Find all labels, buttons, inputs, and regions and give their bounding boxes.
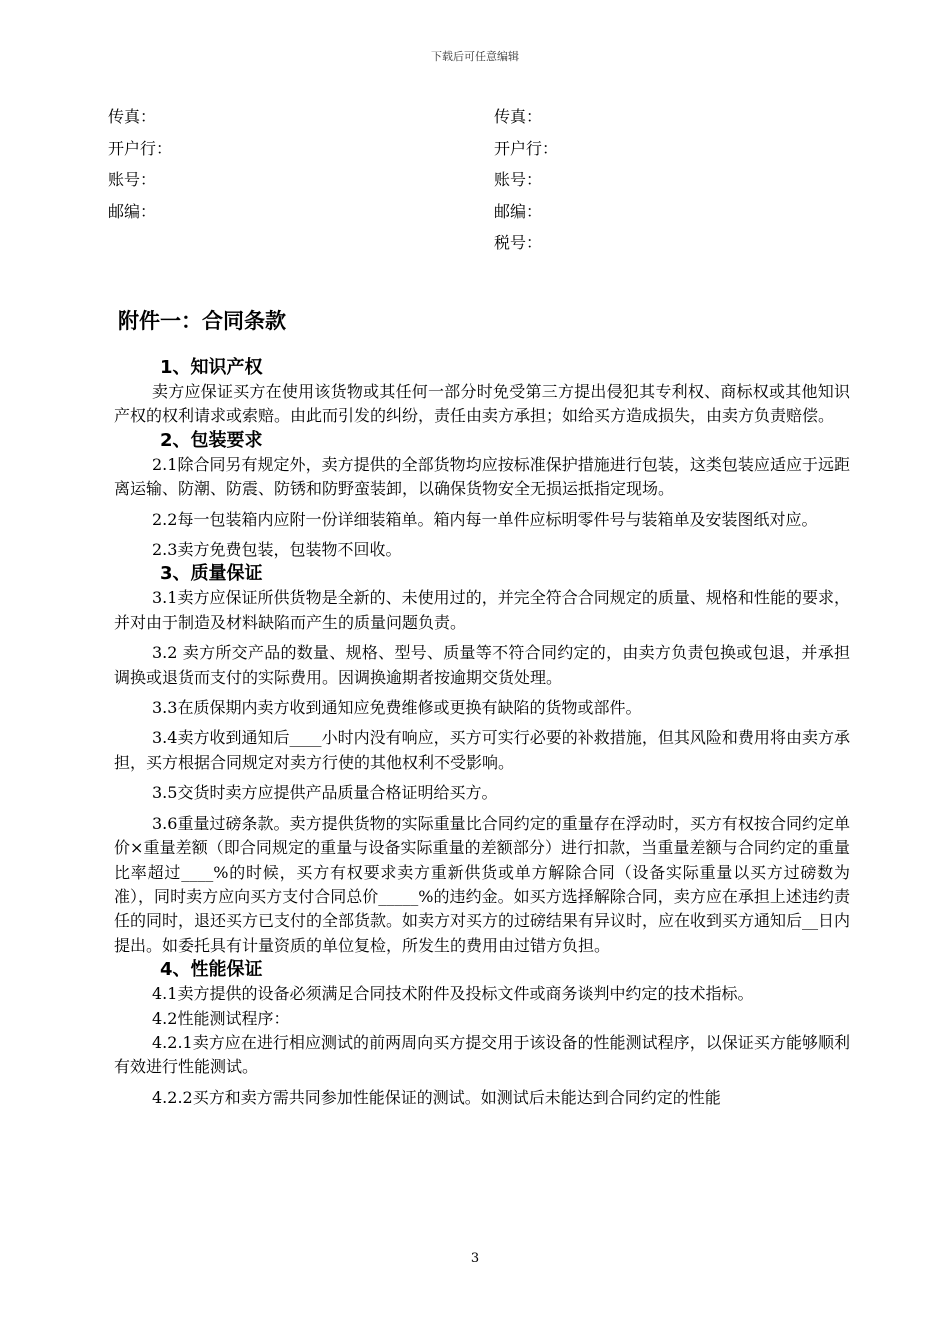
right-postcode-label: 邮编： bbox=[494, 202, 543, 221]
right-bank-label: 开户行： bbox=[494, 139, 559, 158]
section-title: 4、性能保证 bbox=[160, 959, 263, 981]
right-account-label: 账号： bbox=[494, 170, 543, 189]
left-postcode-label: 邮编： bbox=[108, 202, 157, 221]
left-account-label: 账号： bbox=[108, 170, 157, 189]
section-title: 3、质量保证 bbox=[160, 563, 263, 585]
left-bank-label: 开户行： bbox=[108, 139, 173, 158]
paragraph: 4.2.1卖方应在进行相应测试的前两周向买方提交用于该设备的性能测试程序，以保证买方能够顺利有效进行性能测试。 bbox=[114, 1032, 850, 1077]
right-fax-label: 传真： bbox=[494, 107, 543, 126]
paragraph: 卖方应保证买方在使用该货物或其任何一部分时免受第三方提出侵犯其专利权、商标权或其他知识产权的权利请求或索赔。由此而引发的纠纷，责任由卖方承担；如给买方造成损失，由卖方负责赔偿。 bbox=[114, 382, 850, 426]
paragraph: 3.5交货时卖方应提供产品质量合格证明给买方。 bbox=[152, 783, 498, 803]
paragraph: 2.3卖方免费包装，包装物不回收。 bbox=[152, 540, 402, 560]
paragraph: 2.1除合同另有规定外，卖方提供的全部货物均应按标准保护措施进行包装，这类包装应适应于远距离运输、防潮、防震、防锈和防野蛮装卸，以确保货物安全无损运抵指定现场。 bbox=[114, 454, 850, 499]
right-tax-label: 税号： bbox=[494, 233, 543, 252]
paragraph: 3.2 卖方所交产品的数量、规格、型号、质量等不符合同约定的，由卖方负责包换或包退，并承担调换或退货而支付的实际费用。因调换逾期者按逾期交货处理。 bbox=[114, 643, 850, 687]
header-note: 下载后可任意编辑 bbox=[431, 50, 519, 63]
section-title: 1、知识产权 bbox=[160, 357, 263, 378]
section-title: 2、包装要求 bbox=[160, 429, 263, 451]
page-number: 3 bbox=[470, 1251, 480, 1266]
left-fax-label: 传真： bbox=[108, 107, 157, 126]
paragraph: 2.2每一包装箱内应附一份详细装箱单。箱内每一单件应标明零件号与装箱单及安装图纸对应。 bbox=[152, 509, 818, 529]
paragraph: 3.6重量过磅条款。卖方提供货物的实际重量比合同约定的重量存在浮动时，买方有权按合同约定单价×重量差额（即合同规定的重量与设备实际重量的差额部分）进行扣款，当重量差额与合同约定的重量比率超过____%的时候，买方有权要求卖方重新供货或单方解除合同（设备实际重量以买方过磅数为准），同时卖方应向买方支付合同总价_____%的违约金。如买方选择解除合同，卖方应在承担上述违约责任的同时，退还买方已支付的全部货款。如卖方对买方的过磅结果有异议时，应在收到买方通知后__日内提出。如委托具有计量资质的单位复检，所发生的费用由过错方负担。 bbox=[114, 813, 851, 955]
contract-terms bbox=[114, 356, 850, 1110]
paragraph: 3.3在质保期内卖方收到通知应免费维修或更换有缺陷的货物或部件。 bbox=[152, 698, 642, 718]
paragraph: 4.1卖方提供的设备必须满足合同技术附件及投标文件或商务谈判中约定的技术指标。 bbox=[152, 984, 754, 1004]
paragraph: 3.1卖方应保证所供货物是全新的、未使用过的，并完全符合合同规定的质量、规格和性能的要求，并对由于制造及材料缺陷而产生的质量问题负责。 bbox=[114, 588, 850, 632]
paragraph: 4.2性能测试程序： bbox=[152, 1008, 290, 1028]
paragraph: 3.4卖方收到通知后____小时内没有响应，买方可实行必要的补救措施，但其风险和费用将由卖方承担，买方根据合同规定对卖方行使的其他权利不受影响。 bbox=[114, 728, 850, 772]
appendix-title: 附件一：合同条款 bbox=[118, 309, 286, 333]
paragraph: 4.2.2买方和卖方需共同参加性能保证的测试。如测试后未能达到合同约定的性能 bbox=[152, 1087, 721, 1107]
